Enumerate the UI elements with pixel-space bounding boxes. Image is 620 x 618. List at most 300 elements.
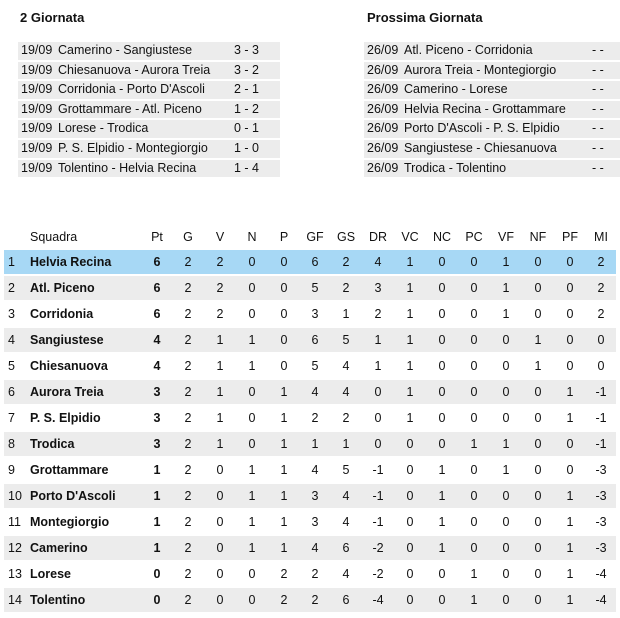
stat-cell: 2 xyxy=(586,276,616,300)
fixture-match: Chiesanuova - Aurora Treia xyxy=(58,62,234,80)
stat-cell: 0 xyxy=(268,250,300,274)
stat-cell: 1 xyxy=(142,484,172,508)
fixture-row xyxy=(18,140,280,158)
standings-row xyxy=(4,302,616,326)
stat-cell: 1 xyxy=(554,380,586,404)
team-name: Atl. Piceno xyxy=(30,276,142,300)
stat-cell: 1 xyxy=(394,276,426,300)
stat-cell: 0 xyxy=(216,567,224,581)
stat-cell: 1 xyxy=(458,588,490,612)
team-name: Trodica xyxy=(30,432,142,456)
fixture-match: Camerino - Lorese xyxy=(404,81,592,99)
stat-cell: 2 xyxy=(172,536,204,560)
stat-cell: 0 xyxy=(248,411,256,425)
stat-cell: 0 xyxy=(438,411,446,425)
stat-cell: 1 xyxy=(438,515,446,529)
stat-cell: 0 xyxy=(458,328,490,352)
fixture-row xyxy=(364,101,620,119)
standings-row xyxy=(4,562,616,586)
stat-cell: 0 xyxy=(438,359,446,373)
stat-cell: 0 xyxy=(236,588,268,612)
stat-cell: 1 xyxy=(490,276,522,300)
stat-cell: -4 xyxy=(595,567,607,581)
stat-cell: 3 xyxy=(311,515,319,529)
fixture-score: - - xyxy=(592,81,620,99)
stat-cell: 1 xyxy=(216,359,224,373)
column-header: VC xyxy=(401,230,419,244)
standings-row xyxy=(4,484,616,508)
fixture-row xyxy=(18,62,280,80)
fixture-score: 1 - 2 xyxy=(234,101,280,119)
fixture-row xyxy=(18,101,280,119)
stat-cell: 4 xyxy=(342,359,350,373)
fixture-match: Sangiustese - Chiesanuova xyxy=(404,140,592,158)
stat-cell: 5 xyxy=(342,463,350,477)
stat-cell: 0 xyxy=(522,432,554,456)
standings-row xyxy=(4,380,616,404)
stat-cell: 6 xyxy=(330,536,362,560)
stat-cell: -2 xyxy=(362,536,394,560)
stat-cell: 0 xyxy=(554,432,586,456)
stat-cell: -1 xyxy=(372,515,384,529)
stat-cell: 3 xyxy=(311,307,319,321)
standings-row xyxy=(4,354,616,378)
stat-cell: 1 xyxy=(268,484,300,508)
column-header: Squadra xyxy=(30,230,78,244)
fixture-score: - - xyxy=(592,101,620,119)
column-header: V xyxy=(215,230,225,244)
fixture-date: 26/09 xyxy=(364,120,404,138)
stat-cell: 1 xyxy=(153,463,161,477)
stat-cell: 0 xyxy=(534,567,542,581)
stat-cell: 1 xyxy=(522,328,554,352)
stat-cell: 4 xyxy=(342,567,350,581)
stat-cell: -3 xyxy=(595,463,607,477)
stat-cell: 0 xyxy=(216,515,224,529)
stat-cell: 2 xyxy=(184,567,192,581)
stat-cell: 5 xyxy=(311,359,319,373)
position: 1 xyxy=(4,250,30,274)
stat-cell: 0 xyxy=(248,567,256,581)
stat-cell: 0 xyxy=(554,276,586,300)
fixture-match: Grottammare - Atl. Piceno xyxy=(58,101,234,119)
stat-cell: 0 xyxy=(490,328,522,352)
stat-cell: 2 xyxy=(184,515,192,529)
stat-cell: 0 xyxy=(280,359,288,373)
standings-row xyxy=(4,276,616,300)
fixture-row xyxy=(18,42,280,60)
stat-cell: 0 xyxy=(522,250,554,274)
position: 10 xyxy=(4,484,30,508)
stat-cell: 4 xyxy=(330,380,362,404)
fixture-row xyxy=(364,140,620,158)
stat-cell: 0 xyxy=(470,463,478,477)
standings-row xyxy=(4,406,616,430)
stat-cell: 1 xyxy=(566,515,574,529)
fixture-score: - - xyxy=(592,120,620,138)
stat-cell: 0 xyxy=(426,250,458,274)
stat-cell: 1 xyxy=(566,567,574,581)
stat-cell: 1 xyxy=(554,536,586,560)
stat-cell: 6 xyxy=(300,328,330,352)
stat-cell: 0 xyxy=(406,463,414,477)
stat-cell: 2 xyxy=(204,250,236,274)
stat-cell: -4 xyxy=(586,588,616,612)
stat-cell: 4 xyxy=(330,484,362,508)
fixture-score: 2 - 1 xyxy=(234,81,280,99)
fixture-match: Tolentino - Helvia Recina xyxy=(58,160,234,178)
fixture-score: 1 - 0 xyxy=(234,140,280,158)
stat-cell: 3 xyxy=(142,380,172,404)
standings-table xyxy=(4,224,616,614)
stat-cell: 0 xyxy=(470,411,478,425)
stat-cell: 1 xyxy=(342,307,350,321)
stat-cell: 1 xyxy=(204,328,236,352)
stat-cell: 1 xyxy=(280,515,288,529)
stat-cell: 1 xyxy=(204,432,236,456)
standings-row xyxy=(4,250,616,274)
stat-cell: 0 xyxy=(470,359,478,373)
stat-cell: 2 xyxy=(172,484,204,508)
stat-cell: 0 xyxy=(236,250,268,274)
next-round-fixtures-table xyxy=(364,40,620,179)
stat-cell: 0 xyxy=(236,276,268,300)
position: 5 xyxy=(8,359,15,373)
stat-cell: 0 xyxy=(280,307,288,321)
stat-cell: 1 xyxy=(268,380,300,404)
stat-cell: 2 xyxy=(172,588,204,612)
stat-cell: 0 xyxy=(438,307,446,321)
column-header: P xyxy=(279,230,289,244)
team-name: Montegiorgio xyxy=(30,515,110,529)
column-header: GF xyxy=(306,230,324,244)
stat-cell: 0 xyxy=(490,380,522,404)
round-title: 2 Giornata xyxy=(20,10,85,25)
stat-cell: 1 xyxy=(300,432,330,456)
stat-cell: 0 xyxy=(426,588,458,612)
stat-cell: 2 xyxy=(172,250,204,274)
fixture-match: Helvia Recina - Grottammare xyxy=(404,101,592,119)
stat-cell: 5 xyxy=(330,328,362,352)
stat-cell: 0 xyxy=(426,276,458,300)
stat-cell: 0 xyxy=(362,380,394,404)
stat-cell: 4 xyxy=(142,328,172,352)
fixture-score: - - xyxy=(592,62,620,80)
stat-cell: 4 xyxy=(311,463,319,477)
stat-cell: 1 xyxy=(153,515,161,529)
stat-cell: 1 xyxy=(236,536,268,560)
fixture-match: Trodica - Tolentino xyxy=(404,160,592,178)
stat-cell: 1 xyxy=(268,432,300,456)
team-name: Aurora Treia xyxy=(30,380,142,404)
stat-cell: 0 xyxy=(236,380,268,404)
stat-cell: 0 xyxy=(458,276,490,300)
position: 6 xyxy=(4,380,30,404)
stat-cell: 0 xyxy=(502,567,510,581)
fixture-score: 1 - 4 xyxy=(234,160,280,178)
stat-cell: 1 xyxy=(490,432,522,456)
stat-cell: 1 xyxy=(438,463,446,477)
fixture-score: 3 - 2 xyxy=(234,62,280,80)
position: 2 xyxy=(4,276,30,300)
stat-cell: 6 xyxy=(142,250,172,274)
stat-cell: 2 xyxy=(330,276,362,300)
stat-cell: 1 xyxy=(534,359,542,373)
stat-cell: 1 xyxy=(248,463,256,477)
stat-cell: 0 xyxy=(268,276,300,300)
stat-cell: 0 xyxy=(438,567,446,581)
column-header: NC xyxy=(432,230,452,244)
stat-cell: 1 xyxy=(280,411,288,425)
stat-cell: 0 xyxy=(374,411,382,425)
round-fixtures-table xyxy=(18,40,280,179)
stat-cell: 1 xyxy=(406,307,414,321)
stat-cell: 3 xyxy=(142,432,172,456)
stat-cell: 2 xyxy=(184,463,192,477)
standings-row xyxy=(4,328,616,352)
stat-cell: 2 xyxy=(204,276,236,300)
fixture-row xyxy=(18,160,280,178)
stat-cell: 2 xyxy=(216,307,224,321)
stat-cell: 1 xyxy=(426,536,458,560)
standings-row xyxy=(4,458,616,482)
stat-cell: -4 xyxy=(362,588,394,612)
fixture-row xyxy=(364,81,620,99)
stat-cell: 0 xyxy=(502,359,510,373)
stat-cell: 0 xyxy=(522,588,554,612)
stat-cell: 0 xyxy=(534,307,542,321)
stat-cell: -2 xyxy=(372,567,384,581)
stat-cell: 0 xyxy=(458,380,490,404)
stat-cell: 2 xyxy=(597,307,605,321)
stat-cell: 0 xyxy=(142,588,172,612)
next-round-title: Prossima Giornata xyxy=(367,10,483,25)
fixture-match: Atl. Piceno - Corridonia xyxy=(404,42,592,60)
stat-cell: 0 xyxy=(470,515,478,529)
column-header: G xyxy=(183,230,193,244)
stat-cell: 1 xyxy=(236,328,268,352)
fixture-date: 26/09 xyxy=(364,140,404,158)
stat-cell: 0 xyxy=(554,328,586,352)
stat-cell: 0 xyxy=(406,567,414,581)
stat-cell: 0 xyxy=(204,588,236,612)
fixture-score: 0 - 1 xyxy=(234,120,280,138)
team-name: Sangiustese xyxy=(30,328,142,352)
position: 4 xyxy=(4,328,30,352)
fixture-date: 26/09 xyxy=(364,160,404,178)
position: 7 xyxy=(8,411,15,425)
stat-cell: 0 xyxy=(394,536,426,560)
fixture-date: 26/09 xyxy=(364,101,404,119)
team-name: Chiesanuova xyxy=(30,359,108,373)
stat-cell: 1 xyxy=(394,380,426,404)
standings-row xyxy=(4,588,616,612)
fixture-score: - - xyxy=(592,42,620,60)
stat-cell: 0 xyxy=(566,463,574,477)
stat-cell: 0 xyxy=(216,463,224,477)
stat-cell: 0 xyxy=(394,432,426,456)
stat-cell: 2 xyxy=(311,567,319,581)
stat-cell: 1 xyxy=(374,359,382,373)
stat-cell: 2 xyxy=(172,380,204,404)
stat-cell: 1 xyxy=(406,359,414,373)
stat-cell: 3 xyxy=(362,276,394,300)
fixture-date: 26/09 xyxy=(364,42,404,60)
stat-cell: 2 xyxy=(184,307,192,321)
stat-cell: 4 xyxy=(300,536,330,560)
stat-cell: 1 xyxy=(554,484,586,508)
fixture-date: 19/09 xyxy=(18,160,58,178)
stat-cell: -3 xyxy=(586,484,616,508)
stat-cell: 0 xyxy=(204,484,236,508)
standings-row xyxy=(4,510,616,534)
stat-cell: 1 xyxy=(280,463,288,477)
team-name: P. S. Elpidio xyxy=(30,411,101,425)
stat-cell: 4 xyxy=(342,515,350,529)
stat-cell: 3 xyxy=(300,484,330,508)
stat-cell: -1 xyxy=(586,432,616,456)
team-name: Corridonia xyxy=(30,307,94,321)
stat-cell: 0 xyxy=(470,307,478,321)
stat-cell: 6 xyxy=(300,250,330,274)
team-name: Porto D'Ascoli xyxy=(30,484,142,508)
fixture-date: 26/09 xyxy=(364,62,404,80)
position: 8 xyxy=(4,432,30,456)
stat-cell: 2 xyxy=(280,567,288,581)
stat-cell: 0 xyxy=(566,359,574,373)
stat-cell: 1 xyxy=(394,328,426,352)
stat-cell: 6 xyxy=(142,276,172,300)
stat-cell: 2 xyxy=(300,588,330,612)
fixture-match: Aurora Treia - Montegiorgio xyxy=(404,62,592,80)
fixture-date: 19/09 xyxy=(18,62,58,80)
stat-cell: 0 xyxy=(490,588,522,612)
fixture-row xyxy=(364,160,620,178)
column-header: DR xyxy=(368,230,388,244)
stat-cell: 0 xyxy=(522,536,554,560)
column-header xyxy=(4,226,30,248)
fixture-date: 19/09 xyxy=(18,140,58,158)
team-name: Helvia Recina xyxy=(30,250,142,274)
stat-cell: 0 xyxy=(566,307,574,321)
fixture-row xyxy=(364,42,620,60)
stat-cell: 2 xyxy=(172,276,204,300)
column-header: PF xyxy=(562,230,578,244)
team-name: Camerino xyxy=(30,536,142,560)
stat-cell: -1 xyxy=(372,463,384,477)
stat-cell: -1 xyxy=(595,411,607,425)
stat-cell: 1 xyxy=(502,307,510,321)
stat-cell: 1 xyxy=(330,432,362,456)
stat-cell: 4 xyxy=(153,359,161,373)
stat-cell: 2 xyxy=(172,328,204,352)
stat-cell: 1 xyxy=(142,536,172,560)
stat-cell: 4 xyxy=(300,380,330,404)
stat-cell: 0 xyxy=(522,276,554,300)
stat-cell: 1 xyxy=(394,250,426,274)
stat-cell: 0 xyxy=(554,250,586,274)
fixture-match: Corridonia - Porto D'Ascoli xyxy=(58,81,234,99)
stat-cell: 2 xyxy=(268,588,300,612)
stat-cell: 0 xyxy=(394,588,426,612)
stat-cell: 1 xyxy=(268,536,300,560)
stat-cell: 0 xyxy=(534,463,542,477)
stat-cell: 0 xyxy=(236,432,268,456)
stat-cell: 0 xyxy=(426,432,458,456)
fixture-date: 19/09 xyxy=(18,42,58,60)
stat-cell: 0 xyxy=(522,380,554,404)
stat-cell: 3 xyxy=(153,411,161,425)
standings-row xyxy=(4,536,616,560)
column-header: PC xyxy=(465,230,483,244)
stat-cell: 1 xyxy=(470,567,478,581)
position: 14 xyxy=(4,588,30,612)
stat-cell: 1 xyxy=(566,411,574,425)
stat-cell: 0 xyxy=(362,432,394,456)
fixture-match: Lorese - Trodica xyxy=(58,120,234,138)
standings-header-row xyxy=(4,226,616,248)
fixture-date: 26/09 xyxy=(364,81,404,99)
position: 12 xyxy=(4,536,30,560)
stat-cell: 0 xyxy=(406,515,414,529)
fixture-match: Camerino - Sangiustese xyxy=(58,42,234,60)
fixture-date: 19/09 xyxy=(18,101,58,119)
stat-cell: 0 xyxy=(394,484,426,508)
fixture-score: - - xyxy=(592,160,620,178)
stat-cell: 0 xyxy=(597,359,605,373)
column-header: GS xyxy=(336,230,356,244)
fixture-date: 19/09 xyxy=(18,81,58,99)
stat-cell: 2 xyxy=(374,307,382,321)
stat-cell: 5 xyxy=(300,276,330,300)
stat-cell: 0 xyxy=(268,328,300,352)
stat-cell: 1 xyxy=(248,515,256,529)
column-header: VF xyxy=(498,230,514,244)
fixture-date: 19/09 xyxy=(18,120,58,138)
stat-cell: 2 xyxy=(342,411,350,425)
stat-cell: 0 xyxy=(502,515,510,529)
stat-cell: -1 xyxy=(362,484,394,508)
position: 13 xyxy=(8,567,22,581)
stat-cell: 4 xyxy=(362,250,394,274)
stat-cell: 1 xyxy=(490,250,522,274)
position: 3 xyxy=(8,307,15,321)
stat-cell: 1 xyxy=(426,484,458,508)
stat-cell: 0 xyxy=(458,536,490,560)
stat-cell: 0 xyxy=(522,484,554,508)
stat-cell: 2 xyxy=(311,411,319,425)
stat-cell: 2 xyxy=(172,432,204,456)
stat-cell: 1 xyxy=(216,411,224,425)
stat-cell: 0 xyxy=(534,515,542,529)
position: 11 xyxy=(8,515,21,529)
fixture-row xyxy=(364,62,620,80)
stat-cell: 1 xyxy=(362,328,394,352)
standings-row xyxy=(4,432,616,456)
stat-cell: 1 xyxy=(502,463,510,477)
fixture-match: Porto D'Ascoli - P. S. Elpidio xyxy=(404,120,592,138)
stat-cell: 2 xyxy=(586,250,616,274)
stat-cell: 1 xyxy=(236,484,268,508)
stat-cell: -1 xyxy=(586,380,616,404)
fixture-row xyxy=(364,120,620,138)
team-name: Lorese xyxy=(30,567,71,581)
stat-cell: 1 xyxy=(204,380,236,404)
stat-cell: 6 xyxy=(153,307,161,321)
fixture-score: - - xyxy=(592,140,620,158)
stat-cell: 0 xyxy=(490,536,522,560)
column-header: MI xyxy=(594,230,608,244)
